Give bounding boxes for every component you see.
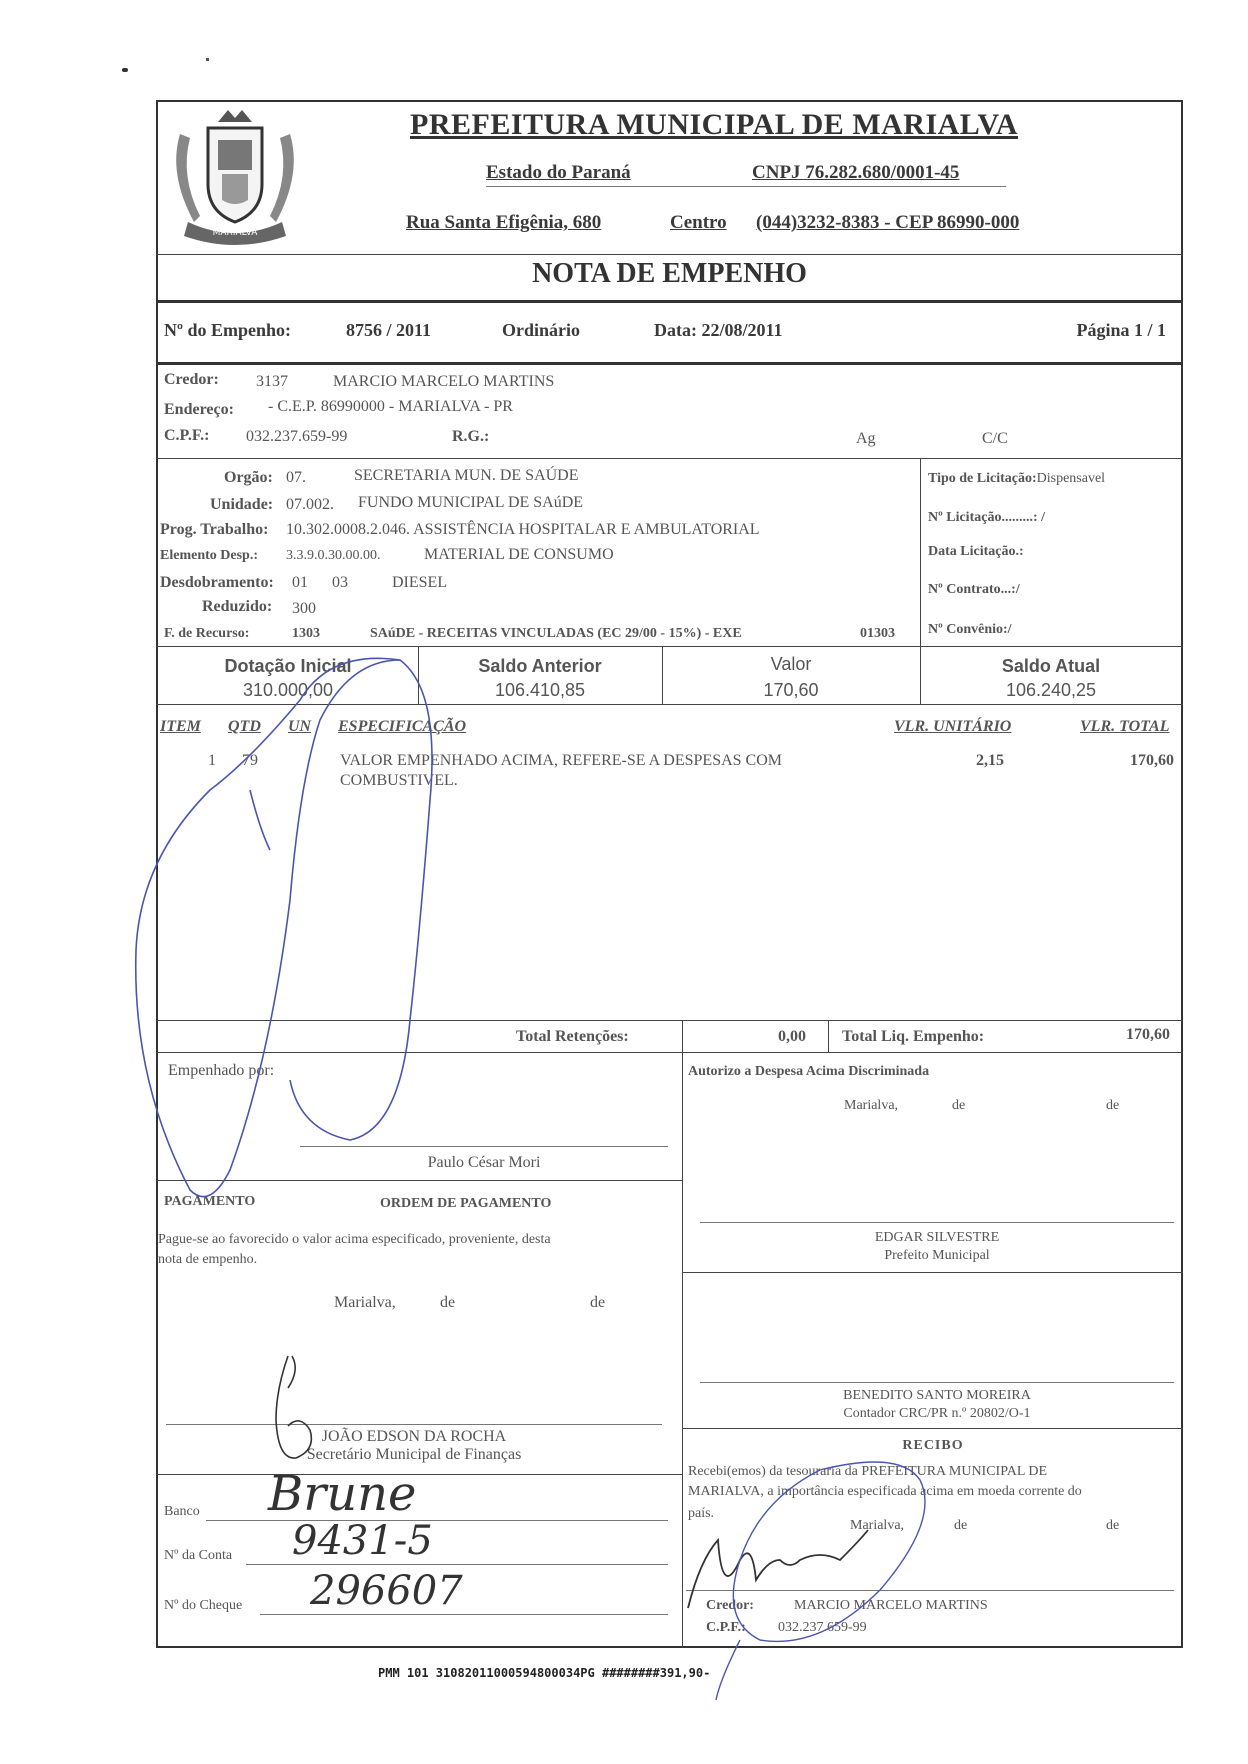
empenhado-por-name: Paulo César Mori xyxy=(427,1154,541,1171)
unidade-name: FUNDO MUNICIPAL DE SAúDE xyxy=(358,494,584,511)
pagamento-text-2: nota de empenho. xyxy=(158,1252,258,1267)
contador-role: Contador CRC/PR n.º 20802/O-1 xyxy=(843,1406,1031,1421)
header-phone-cep: (044)3232-8383 - CEP 86990-000 xyxy=(756,212,1020,233)
total-retencoes-value: 0,00 xyxy=(778,1028,806,1045)
credor-address-label: Endereço: xyxy=(164,401,234,418)
col-header-item: ITEM xyxy=(160,718,201,735)
credor-cpf: 032.237.659-99 xyxy=(246,428,348,445)
recurso-name: SAúDE - RECEITAS VINCULADAS (EC 29/00 - 15%) - EXE xyxy=(370,626,742,641)
prog-value: 10.302.0008.2.046. ASSISTÊNCIA HOSPITALAR E AMBULATORIAL xyxy=(286,521,760,538)
secretario-name: JOÃO EDSON DA ROCHA xyxy=(321,1428,507,1445)
licitacao-date: Data Licitação.: xyxy=(928,544,1024,559)
autorizo-place: Marialva, xyxy=(844,1098,899,1113)
header-district: Centro xyxy=(670,212,727,233)
item-spec-line2: COMBUSTIVEL. xyxy=(340,772,458,789)
pagamento-text-1: Pague-se ao favorecido o valor acima especificado, proveniente, desta xyxy=(158,1232,551,1247)
recibo-place: Marialva, xyxy=(850,1518,905,1533)
cheque-label: Nº do Cheque xyxy=(164,1598,243,1613)
desdobramento-name: DIESEL xyxy=(392,574,448,591)
col-header-total: VLR. TOTAL xyxy=(1080,718,1170,735)
reduzido-value: 300 xyxy=(292,600,316,617)
header-cnpj: CNPJ 76.282.680/0001-45 xyxy=(752,162,960,183)
empenho-type: Ordinário xyxy=(502,320,581,340)
credor-ag-label: Ag xyxy=(856,430,876,447)
recibo-credor-label: Credor: xyxy=(706,1598,754,1613)
saldo-anterior-value: 106.410,85 xyxy=(494,680,586,700)
col-header-qtd: QTD xyxy=(228,718,261,735)
credor-cc-label: C/C xyxy=(982,430,1008,447)
recurso-label: F. de Recurso: xyxy=(164,626,250,641)
item-spec-line1: VALOR EMPENHADO ACIMA, REFERE-SE A DESPESAS COM xyxy=(340,752,782,769)
unidade-label: Unidade: xyxy=(210,496,274,513)
pagamento-place: Marialva, xyxy=(334,1294,396,1311)
credor-label: Credor: xyxy=(164,371,219,388)
item-number: 1 xyxy=(208,752,216,769)
contador-name: BENEDITO SANTO MOREIRA xyxy=(843,1388,1031,1403)
pagamento-de-1: de xyxy=(440,1294,456,1311)
recurso-code: 1303 xyxy=(292,626,320,641)
credor-address: - C.E.P. 86990000 - MARIALVA - PR xyxy=(268,398,513,415)
col-header-spec: ESPECIFICAÇÃO xyxy=(338,718,467,735)
empenhado-por-label: Empenhado por: xyxy=(168,1062,275,1079)
desdobramento-label: Desdobramento: xyxy=(160,574,274,591)
empenho-date: Data: 22/08/2011 xyxy=(654,320,783,340)
autorizo-de-2: de xyxy=(1106,1098,1120,1113)
elemento-name: MATERIAL DE CONSUMO xyxy=(424,546,614,563)
recibo-text-1: Recebi(emos) da tesouraria da PREFEITURA MUNICIPAL DE xyxy=(688,1464,1048,1479)
credor-name: MARCIO MARCELO MARTINS xyxy=(333,373,555,390)
saldo-atual-value: 106.240,25 xyxy=(1005,680,1097,700)
reduzido-label: Reduzido: xyxy=(202,598,273,615)
prog-label: Prog. Trabalho: xyxy=(160,521,269,538)
footer-code: PMM 101 31082011000594800034PG ########391,90- xyxy=(378,1666,711,1680)
prefeito-name: EDGAR SILVESTRE xyxy=(874,1230,1000,1245)
total-liquido-value: 170,60 xyxy=(1126,1026,1170,1043)
licitacao-number: Nº Licitação.........: / xyxy=(928,510,1045,525)
unidade-code: 07.002. xyxy=(286,496,334,513)
conta-value: 9431-5 xyxy=(292,1518,433,1564)
header-state: Estado do Paraná xyxy=(486,162,631,183)
recibo-text-3: país. xyxy=(688,1506,715,1521)
document-title: NOTA DE EMPENHO xyxy=(532,258,807,289)
cheque-value: 296607 xyxy=(310,1568,463,1614)
total-retencoes-label: Total Retenções: xyxy=(516,1028,629,1045)
col-header-un: UN xyxy=(288,718,312,735)
empenho-number-label: Nº do Empenho: xyxy=(164,320,291,340)
licitacao-tipo-label: Tipo de Licitação:Dispensavel xyxy=(928,471,1106,486)
credor-rg-label: R.G.: xyxy=(452,428,490,445)
autorizo-de-1: de xyxy=(952,1098,966,1113)
item-qty: 79 xyxy=(242,752,258,769)
elemento-label: Elemento Desp.: xyxy=(160,548,258,563)
empenho-number: 8756 / 2011 xyxy=(346,320,432,340)
recibo-text-2: MARIALVA, a importância especificada acima em moeda corrente do xyxy=(688,1484,1082,1499)
recurso-code-2: 01303 xyxy=(860,626,895,641)
empenho-page: Página 1 / 1 xyxy=(1076,320,1166,340)
desdobramento-code: 01 03 xyxy=(292,574,348,591)
conta-label: Nº da Conta xyxy=(164,1548,233,1563)
orgao-label: Orgão: xyxy=(224,469,273,486)
contrato-number: Nº Contrato...:/ xyxy=(928,582,1020,597)
orgao-code: 07. xyxy=(286,469,306,486)
pagamento-de-2: de xyxy=(590,1294,606,1311)
orgao-name: SECRETARIA MUN. DE SAÚDE xyxy=(354,467,579,484)
valor-value: 170,60 xyxy=(763,680,819,700)
autorizo-text: Autorizo a Despesa Acima Discriminada xyxy=(688,1064,930,1079)
header-address: Rua Santa Efigênia, 680 xyxy=(406,212,602,233)
recibo-credor-name: MARCIO MARCELO MARTINS xyxy=(794,1598,988,1613)
saldo-anterior-label: Saldo Anterior xyxy=(478,656,602,676)
dotacao-label: Dotação Inicial xyxy=(224,656,352,676)
pagamento-label: PAGAMENTO xyxy=(164,1194,256,1209)
recibo-cpf: 032.237.659-99 xyxy=(778,1620,867,1635)
valor-label: Valor xyxy=(770,654,812,674)
recibo-de-1: de xyxy=(954,1518,968,1533)
prefeito-role: Prefeito Municipal xyxy=(884,1248,990,1263)
svg-text:MARIALVA: MARIALVA xyxy=(212,228,258,238)
convenio-number: Nº Convênio:/ xyxy=(928,622,1012,637)
credor-cpf-label: C.P.F.: xyxy=(164,427,210,444)
banco-label: Banco xyxy=(164,1504,200,1519)
header-title: PREFEITURA MUNICIPAL DE MARIALVA xyxy=(410,108,1019,141)
total-liquido-label: Total Liq. Empenho: xyxy=(842,1028,985,1045)
dotacao-value: 310.000,00 xyxy=(242,680,334,700)
credor-code: 3137 xyxy=(256,373,288,390)
ordem-pagamento-label: ORDEM DE PAGAMENTO xyxy=(380,1196,552,1211)
item-unit-price: 2,15 xyxy=(976,752,1004,769)
recibo-de-2: de xyxy=(1106,1518,1120,1533)
recibo-cpf-label: C.P.F.: xyxy=(706,1620,746,1635)
banco-value: Brune xyxy=(268,1466,417,1522)
col-header-unit-price: VLR. UNITÁRIO xyxy=(894,718,1012,735)
saldo-atual-label: Saldo Atual xyxy=(1001,656,1101,676)
elemento-code: 3.3.9.0.30.00.00. xyxy=(286,548,381,563)
recibo-title: RECIBO xyxy=(902,1438,964,1453)
item-total: 170,60 xyxy=(1130,752,1174,769)
secretario-role: Secretário Municipal de Finanças xyxy=(306,1446,522,1463)
